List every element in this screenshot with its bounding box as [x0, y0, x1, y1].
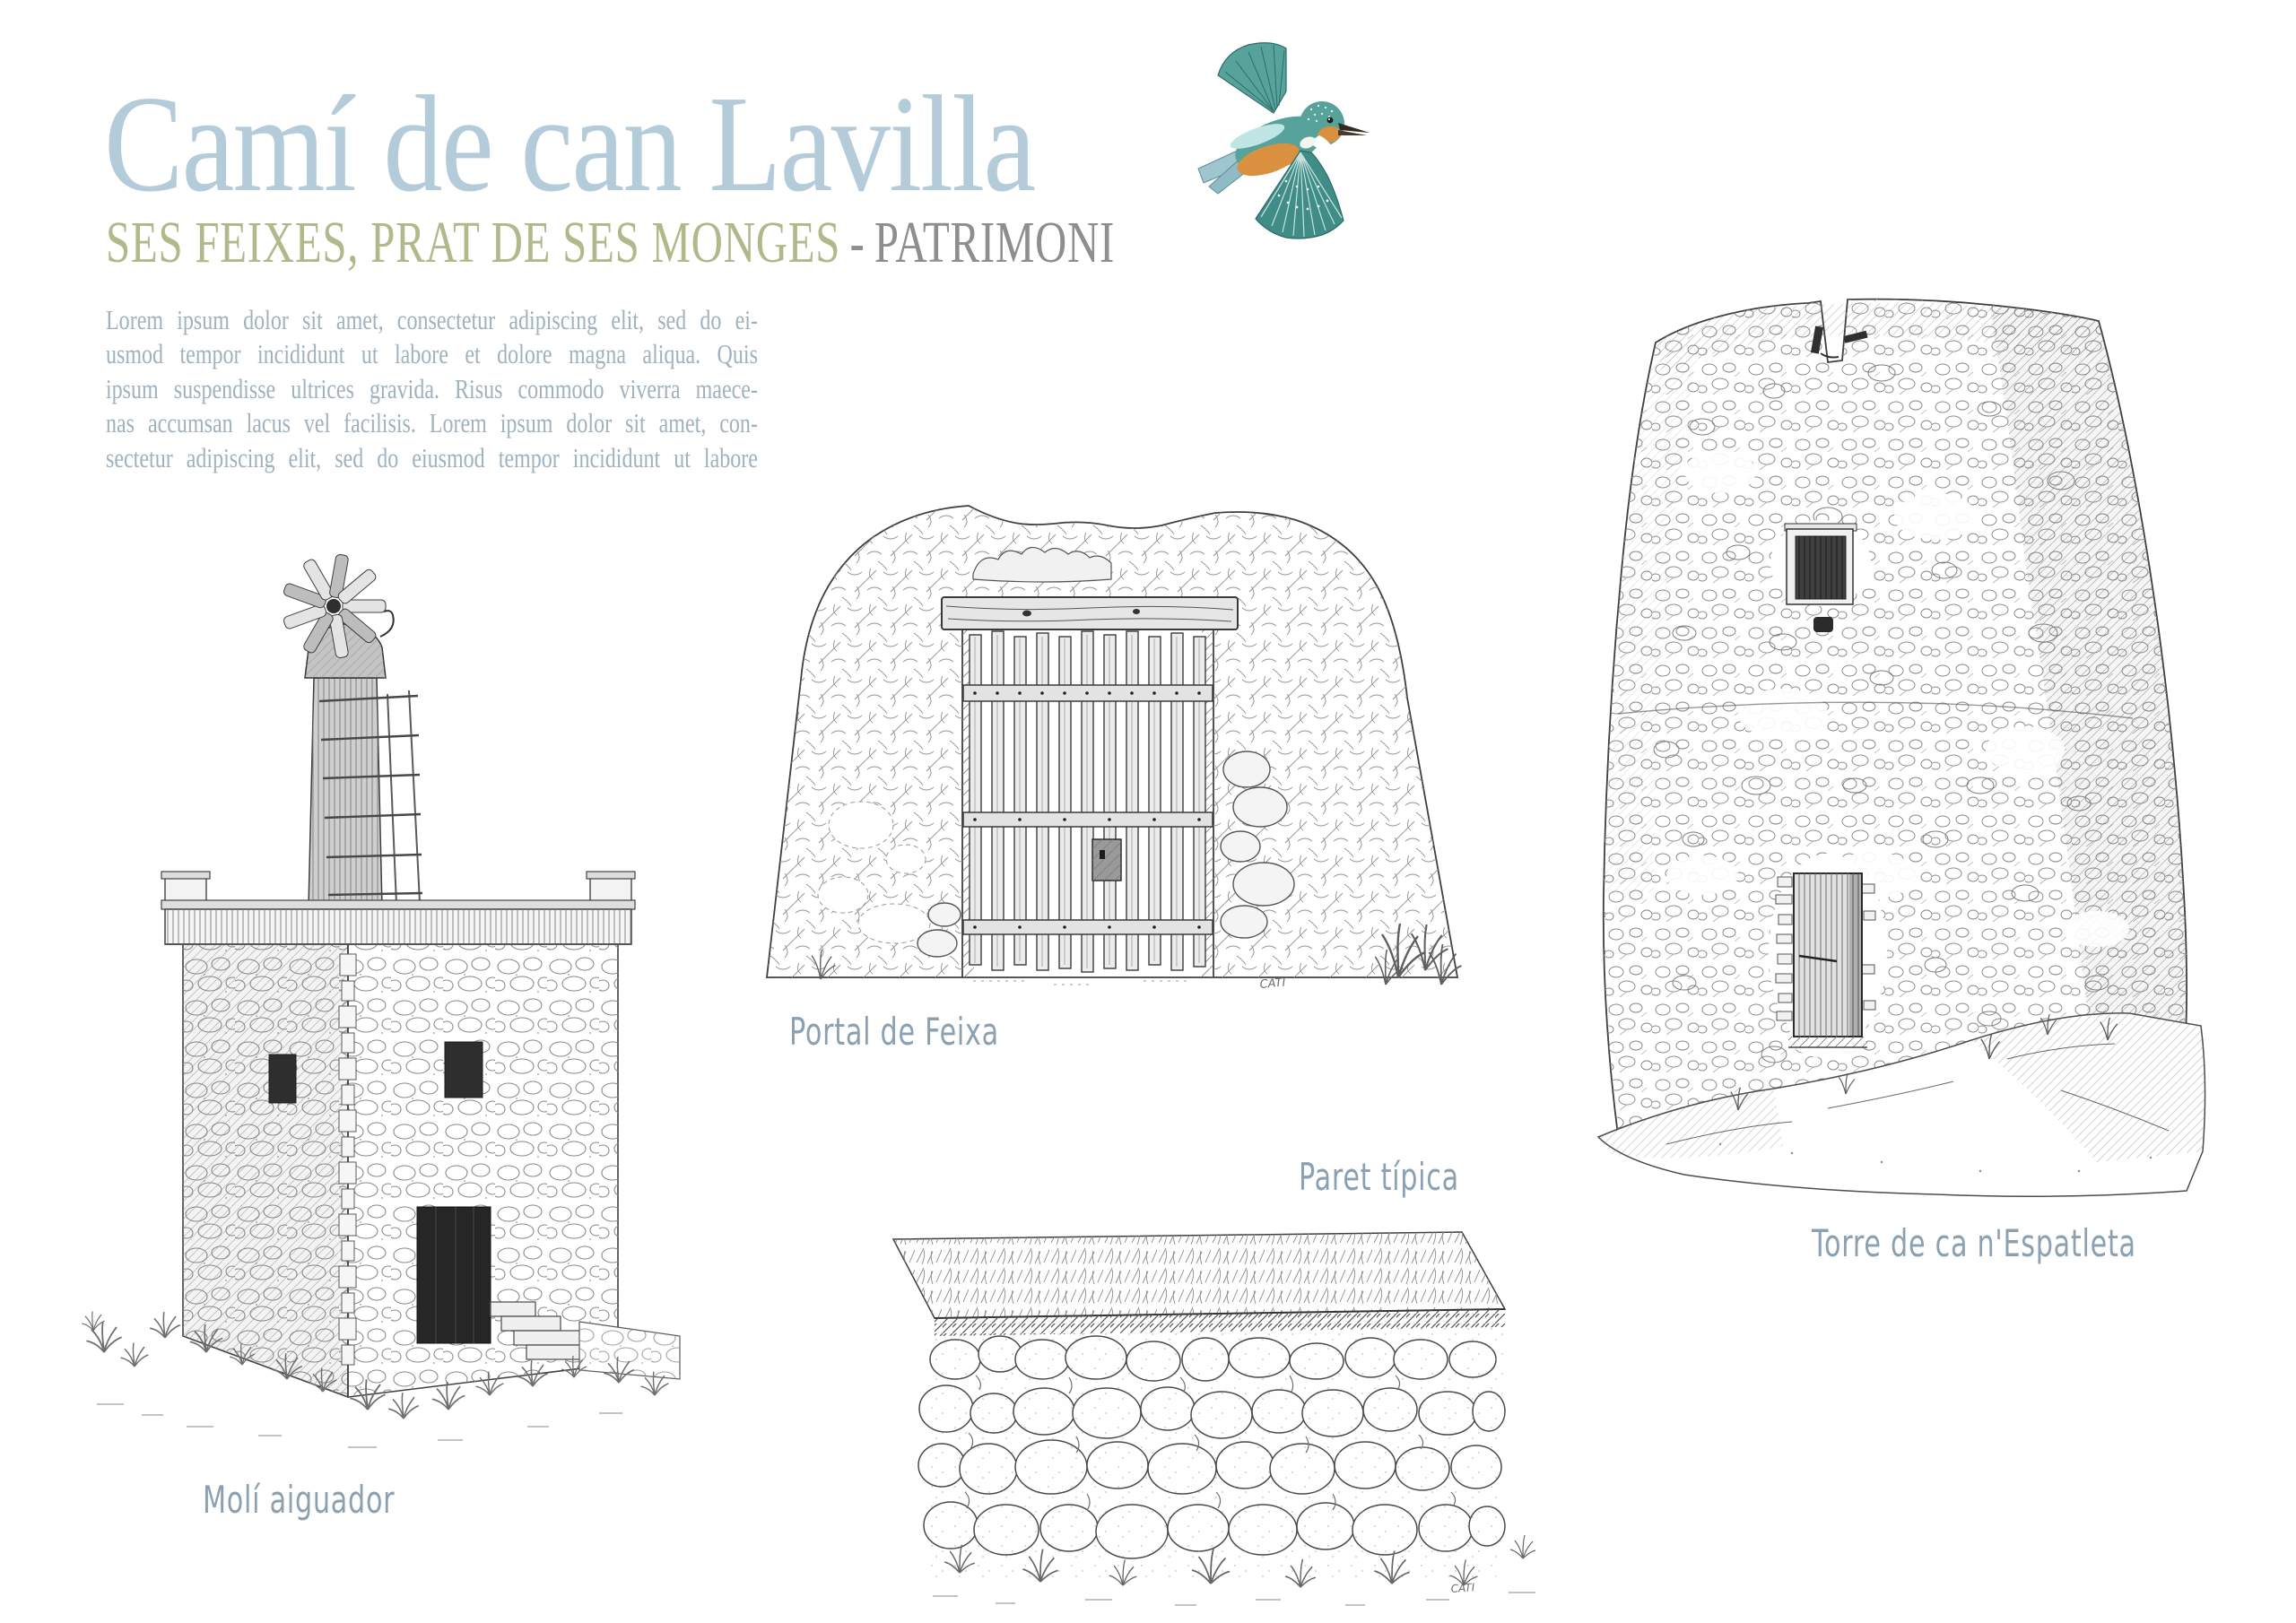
intro-paragraph: [106, 303, 758, 475]
artist-signature: CATI: [1450, 1581, 1475, 1595]
figure-paret-illustration: [834, 1225, 1571, 1616]
figure-moli-illustration: [79, 543, 682, 1487]
page-title: Camí de can Lavilla: [104, 68, 1035, 221]
intro-line: sectetur adipiscing elit, sed do eiusmod tempor incididunt ut labore: [106, 441, 758, 473]
subtitle-separator: -: [849, 210, 865, 275]
caption-paret: Paret típica: [1299, 1155, 1459, 1199]
caption-portal: Portal de Feixa: [789, 1010, 999, 1054]
page-subtitle: [106, 210, 1116, 275]
kingfisher-bird-illustration: [1186, 34, 1455, 245]
subtitle-place: SES FEIXES, PRAT DE SES MONGES: [106, 210, 841, 275]
intro-line: ipsum suspendisse ultrices gravida. Risus commodo viverra maece-: [106, 372, 758, 404]
caption-torre: Torre de ca n'Espatleta: [1812, 1221, 2136, 1265]
figure-portal-illustration: [758, 473, 1466, 998]
caption-moli: Molí aiguador: [203, 1478, 396, 1522]
subtitle-section: PATRIMONI: [874, 210, 1116, 275]
intro-line: nas accumsan lacus vel facilisis. Lorem ipsum dolor sit amet, con-: [106, 407, 758, 439]
figure-torre-illustration: [1559, 247, 2215, 1203]
intro-line: Lorem ipsum dolor sit amet, consectetur adipiscing elit, sed do ei-: [106, 304, 758, 335]
intro-line: usmod tempor incididunt ut labore et dolore magna aliqua. Quis: [106, 338, 758, 370]
artist-signature: CATI: [1259, 976, 1287, 992]
